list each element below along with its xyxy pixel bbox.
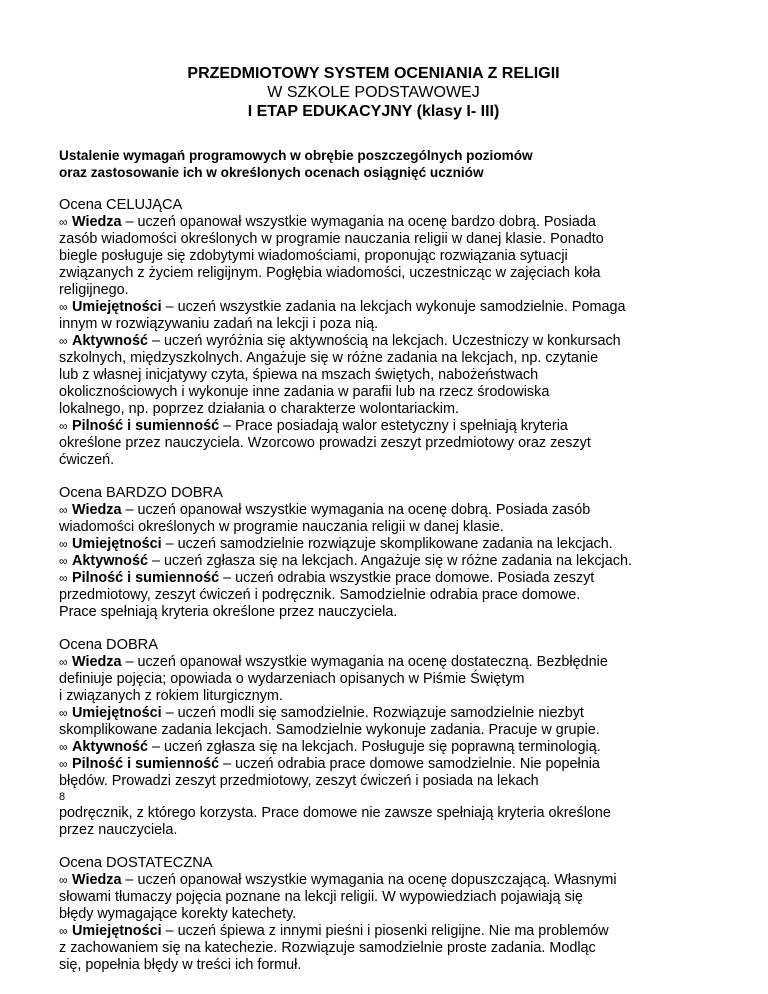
criterion-line: słowami tłumaczy pojęcia poznane na lekcji religii. W wypowiedziach pojawiają się (59, 889, 583, 905)
intro-line: Ustalenie wymagań programowych w obrębie poszczególnych poziomów (59, 148, 533, 163)
criterion-label: Umiejętności (72, 536, 162, 552)
criterion-line (59, 418, 688, 435)
criterion-text: – uczeń samodzielnie rozwiązuje skomplikowane zadania na lekcjach. (161, 536, 613, 552)
criterion-line (59, 214, 688, 231)
criterion-text: – uczeń opanował wszystkie wymagania na ocenę dostateczną. Bezbłędnie (121, 654, 608, 670)
criterion-line: zasób wiadomości określonych w programie nauczania religii w danej klasie. Ponadto (59, 231, 604, 247)
criterion-line: się, popełnia błędy w treści ich formuł. (59, 957, 302, 973)
criterion-line: lub z własnej inicjatywy czyta, śpiewa na mszach świętych, nabożeństwach (59, 367, 539, 383)
criterion-line (59, 502, 688, 519)
infinity-bullet-icon: ∞ (59, 554, 68, 568)
section-title: Ocena BARDZO DOBRA (59, 485, 223, 501)
infinity-bullet-icon: ∞ (59, 706, 68, 720)
infinity-bullet-icon: ∞ (59, 740, 68, 754)
criterion-line: i związanych z rokiem liturgicznym. (59, 688, 283, 704)
section-title: Ocena DOSTATECZNA (59, 855, 213, 871)
criterion-label: Wiedza (72, 502, 122, 518)
criterion-line (59, 333, 688, 350)
criterion-text: – uczeń odrabia prace domowe samodzielnie. Nie popełnia (219, 756, 600, 772)
criterion-text: – uczeń zgłasza się na lekcjach. Posługuje się poprawną terminologią. (147, 739, 601, 755)
section-title: Ocena CELUJĄCA (59, 197, 183, 213)
criterion-text: – uczeń opanował wszystkie wymagania na ocenę dobrą. Posiada zasób (121, 502, 591, 518)
criterion-line: przedmiotowy, zeszyt ćwiczeń i podręcznik. Samodzielnie odrabia prace domowe. (59, 587, 581, 603)
document-header (59, 64, 688, 121)
infinity-bullet-icon: ∞ (59, 300, 68, 314)
criterion-label: Pilność i sumienność (72, 418, 220, 434)
infinity-bullet-icon: ∞ (59, 334, 68, 348)
criterion-line: podręcznik, z którego korzysta. Prace domowe nie zawsze spełniają kryteria określone (59, 805, 611, 821)
criterion-line: innym w rozwiązywaniu zadań na lekcji i poza nią. (59, 316, 379, 332)
criterion-line: wiadomości określonych w programie nauczania religii w danej klasie. (59, 519, 504, 535)
criterion-line (59, 756, 688, 773)
criterion-label: Umiejętności (72, 299, 162, 315)
page-number-marker: 8 (59, 791, 66, 803)
criterion-label: Pilność i sumienność (72, 570, 220, 586)
criterion-line: lokalnego, np. poprzez działania o charakterze wolontariackim. (59, 401, 459, 417)
criterion-label: Wiedza (72, 214, 122, 230)
header-title: PRZEDMIOTOWY SYSTEM OCENIANIA Z RELIGII (187, 65, 560, 82)
criterion-label: Umiejętności (72, 705, 162, 721)
grade-section (59, 637, 688, 839)
criterion-line: błędów. Prowadzi zeszyt przedmiotowy, zeszyt ćwiczeń i posiada na lekach (59, 773, 539, 789)
grade-section (59, 855, 688, 974)
infinity-bullet-icon: ∞ (59, 215, 68, 229)
header-subtitle: W SZKOLE PODSTAWOWEJ (267, 84, 480, 101)
criterion-line: definiuje pojęcia; opowiada o wydarzeniach opisanych w Piśmie Świętym (59, 671, 525, 687)
criterion-label: Aktywność (72, 333, 148, 349)
criterion-line: szkolnych, międzyszkolnych. Angażuje się w różne zadania na lekcjach, np. czytanie (59, 350, 599, 366)
grade-sections (59, 197, 688, 974)
criterion-text: – uczeń opanował wszystkie wymagania na ocenę bardzo dobrą. Posiada (121, 214, 596, 230)
section-body (59, 502, 688, 621)
infinity-bullet-icon: ∞ (59, 757, 68, 771)
criterion-text: – Prace posiadają walor estetyczny i spełniają kryteria (219, 418, 568, 434)
criterion-line: przez nauczyciela. (59, 822, 178, 838)
criterion-line (59, 705, 688, 722)
criterion-text: – uczeń wyróżnia się aktywnością na lekcjach. Uczestniczy w konkursach (147, 333, 621, 349)
criterion-line: ćwiczeń. (59, 452, 115, 468)
criterion-line: okolicznościowych i wykonuje inne zadania w parafii lub na rzecz środowiska (59, 384, 550, 400)
criterion-line: skomplikowane zadania lekcjach. Samodzielnie wykonuje zadania. Pracuje w grupie. (59, 722, 600, 738)
criterion-line (59, 570, 688, 587)
infinity-bullet-icon: ∞ (59, 571, 68, 585)
criterion-text: – uczeń modli się samodzielnie. Rozwiązuje samodzielnie niezbyt (161, 705, 584, 721)
infinity-bullet-icon: ∞ (59, 655, 68, 669)
section-title: Ocena DOBRA (59, 637, 158, 653)
criterion-line: związanych z życiem religijnym. Pogłębia wiadomości, uczestnicząc w zajęciach koła (59, 265, 601, 281)
criterion-line: z zachowaniem się na katechezie. Rozwiązuje samodzielnie proste zadania. Modląc (59, 940, 596, 956)
grade-section (59, 197, 688, 469)
criterion-text: – uczeń wszystkie zadania na lekcjach wykonuje samodzielnie. Pomaga (161, 299, 626, 315)
criterion-label: Aktywność (72, 553, 148, 569)
header-stage: I ETAP EDUKACYJNY (klasy I- III) (247, 103, 500, 120)
criterion-line (59, 739, 688, 756)
intro-line: oraz zastosowanie ich w określonych ocenach osiągnięć uczniów (59, 165, 484, 180)
criterion-line (59, 923, 688, 940)
grade-section (59, 485, 688, 621)
criterion-line (59, 553, 688, 570)
criterion-text: – uczeń opanował wszystkie wymagania na ocenę dopuszczającą. Własnymi (121, 872, 617, 888)
criterion-label: Umiejętności (72, 923, 162, 939)
criterion-text: – uczeń zgłasza się na lekcjach. Angażuje się w różne zadania na lekcjach. (147, 553, 632, 569)
criterion-text: – uczeń śpiewa z innymi pieśni i piosenki religijne. Nie ma problemów (161, 923, 609, 939)
criterion-line: biegle posługuje się zdobytymi wiadomościami, proponując rozwiązania sytuacji (59, 248, 568, 264)
infinity-bullet-icon: ∞ (59, 537, 68, 551)
criterion-line: Prace spełniają kryteria określone przez nauczyciela. (59, 604, 398, 620)
infinity-bullet-icon: ∞ (59, 873, 68, 887)
criterion-label: Pilność i sumienność (72, 756, 220, 772)
criterion-label: Wiedza (72, 872, 122, 888)
criterion-line (59, 654, 688, 671)
infinity-bullet-icon: ∞ (59, 924, 68, 938)
criterion-line (59, 299, 688, 316)
section-body (59, 872, 688, 974)
section-body (59, 214, 688, 469)
criterion-label: Wiedza (72, 654, 122, 670)
infinity-bullet-icon: ∞ (59, 419, 68, 433)
criterion-line: określone przez nauczyciela. Wzorcowo prowadzi zeszyt przedmiotowy oraz zeszyt (59, 435, 591, 451)
section-body (59, 654, 688, 839)
infinity-bullet-icon: ∞ (59, 503, 68, 517)
criterion-text: – uczeń odrabia wszystkie prace domowe. Posiada zeszyt (219, 570, 595, 586)
criterion-line: religijnego. (59, 282, 129, 298)
criterion-label: Aktywność (72, 739, 148, 755)
criterion-line (59, 872, 688, 889)
criterion-line (59, 536, 688, 553)
intro-heading (59, 147, 688, 181)
criterion-line: błędy wymagające korekty katechety. (59, 906, 297, 922)
